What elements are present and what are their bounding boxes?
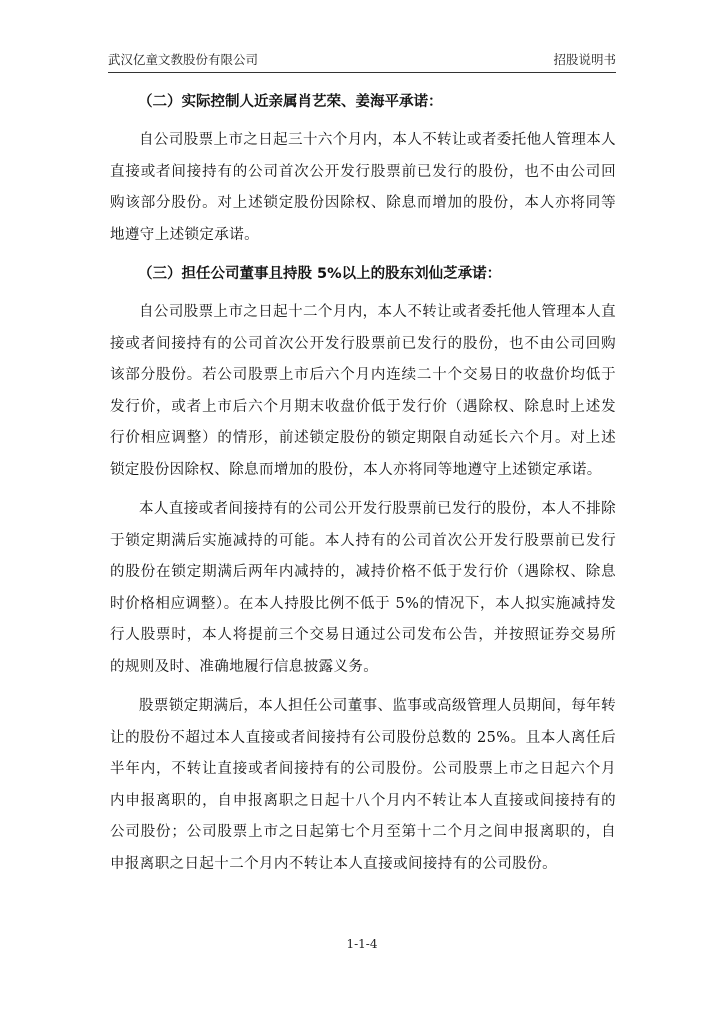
body-paragraph: 自公司股票上市之日起三十六个月内，本人不转让或者委托他人管理本人直接或者间接持有的公司首次公开发行股票前已发行的股份，也不由公司回购该部分股份。对上述锁定股份因除权、除息而增加的股份，本人亦将同等地遵守上述锁定承诺。 (110, 132, 616, 243)
body-paragraph: 股票锁定期满后，本人担任公司董事、监事或高级管理人员期间，每年转让的股份不超过本人直接或者间接持有公司股份总数的 25%。且本人离任后半年内，不转让直接或者间接持有的公司股份。公司股票上市之日起六个月内申报离职的，自申报离职之日起十八个月内不转让本人直接或间接持有的公司股份；公司股票上市之日起第七个月至第十二个月之间申报离职的，自申报离职之日起十二个月内不转让本人直接或间接持有的公司股份。 (110, 698, 616, 872)
section-heading: （三）担任公司董事且持股 5%以上的股东刘仙芝承诺： (138, 266, 502, 282)
page-header (108, 50, 616, 70)
section-director-commitment (110, 259, 616, 880)
header-document-type: 招股说明书 (553, 52, 616, 67)
header-divider (108, 72, 616, 73)
section-heading: （二）实际控制人近亲属肖艺荣、姜海平承诺： (138, 94, 443, 110)
document-body (110, 87, 616, 888)
body-paragraph: 本人直接或者间接持有的公司公开发行股票前已发行的股份，本人不排除于锁定期满后实施减持的可能。本人持有的公司首次公开发行股票前已发行的股份在锁定期满后两年内减持的，减持价格不低于发行价（遇除权、除息时价格相应调整）。在本人持股比例不低于 5%的情况下，本人拟实施减持发行人股票时，本人将提前三个交易日通过公司发布公告，并按照证券交易所的规则及时、准确地履行信息披露义务。 (110, 501, 616, 675)
body-paragraph: 自公司股票上市之日起十二个月内，本人不转让或者委托他人管理本人直接或者间接持有的公司首次公开发行股票前已发行的股份，也不由公司回购该部分股份。若公司股票上市后六个月内连续二十个交易日的收盘价均低于发行价，或者上市后六个月期末收盘价低于发行价（遇除权、除息时上述发行价相应调整）的情形，前述锁定股份的锁定期限自动延长六个月。对上述锁定股份因除权、除息而增加的股份，本人亦将同等地遵守上述锁定承诺。 (110, 304, 616, 478)
section-relatives-commitment (110, 87, 616, 251)
header-company-name: 武汉亿童文教股份有限公司 (108, 52, 259, 67)
page-number: 1-1-4 (346, 937, 378, 951)
